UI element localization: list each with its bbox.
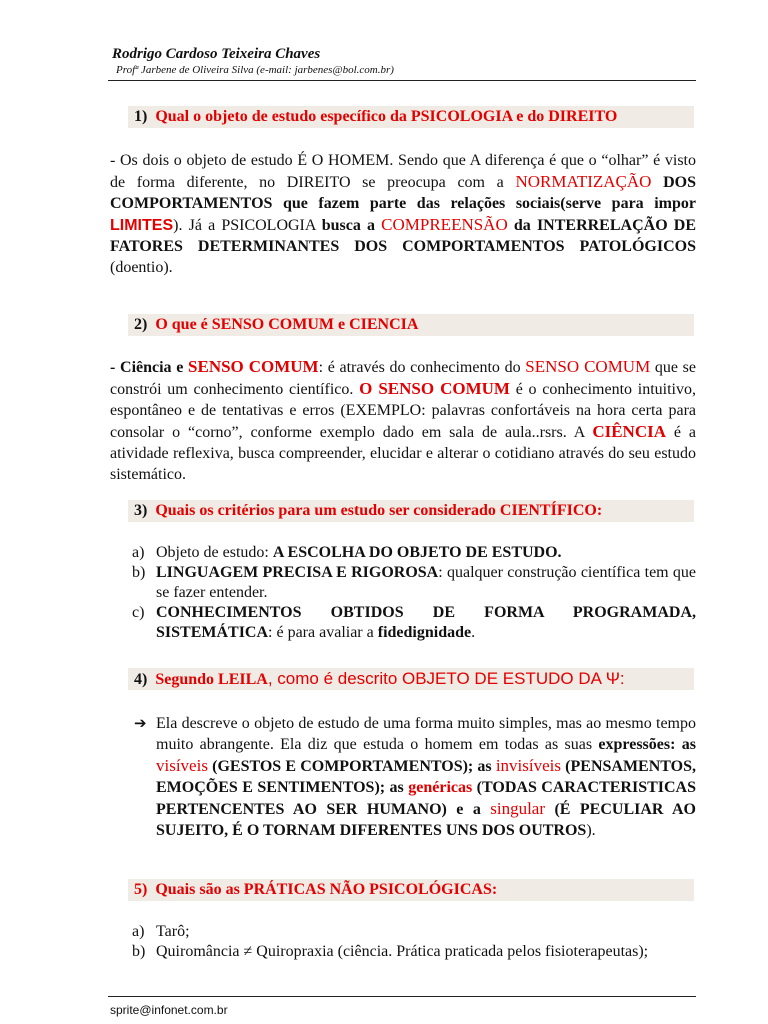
highlight-term: LIMITES — [110, 217, 174, 234]
list-text: Quiromância ≠ Quiropraxia (ciência. Prática praticada pelos fisioterapeutas); — [156, 943, 649, 960]
question-number: 2) — [134, 316, 148, 333]
list-text: Tarô; — [156, 923, 190, 940]
question-5-heading — [134, 879, 497, 901]
answer-text: - Ciência e — [110, 359, 189, 376]
answer-text: (É PECULIAR AO SUJEITO, É O TORNAM DIFERENTES UNS DOS OUTROS — [156, 801, 696, 839]
footer-email: sprite@infonet.com.br — [110, 1003, 228, 1017]
answer-text: ). — [586, 822, 596, 839]
list-label: a) — [132, 923, 145, 940]
list-text: LINGUAGEM PRECISA E RIGOROSA — [156, 564, 439, 581]
list-item — [110, 922, 696, 942]
highlight-term: O SENSO COMUM — [359, 379, 510, 398]
answer-text: (PENSAMENTOS, EMOÇÕES E SENTIMENTOS); as — [156, 758, 697, 796]
highlight-term: NORMATIZAÇÃO — [515, 172, 652, 191]
list-label: c) — [132, 604, 145, 621]
answer-2 — [110, 356, 696, 485]
question-number: 4) — [134, 671, 148, 688]
highlight-term: CIÊNCIA — [592, 422, 666, 441]
header-author: Rodrigo Cardoso Teixeira Chaves — [112, 46, 321, 62]
question-title: Segundo LEILA — [155, 671, 268, 688]
answer-text: Ela descreve o objeto de estudo de uma forma muito simples, mas ao mesmo tempo muito abrangente. Ela diz que estuda o homem em todas as suas — [156, 715, 696, 753]
highlight-term: singular — [490, 799, 546, 818]
criteria-list — [110, 543, 696, 643]
question-title: Qual o objeto de estudo específico da PSICOLOGIA e do DIREITO — [155, 108, 618, 125]
answer-text: DOS COMPORTAMENTOS — [110, 174, 696, 212]
list-label: b) — [132, 564, 146, 581]
answer-text: busca a — [321, 217, 375, 234]
answer-text: que fazem parte das relações sociais(serve para impor — [282, 195, 697, 212]
highlight-term: COMPREENSÃO — [381, 215, 508, 234]
header-divider — [108, 80, 696, 81]
question-number: 3) — [134, 502, 148, 519]
list-item — [110, 563, 696, 603]
answer-text: - Os dois o objeto de estudo É O HOMEM. Sendo que A diferença é que o “olhar” é visto de forma diferente, no DIREITO se preocupa com a — [110, 152, 696, 191]
answer-text: da INTERRELAÇÃO DE FATORES DETERMINANTES DOS COMPORTAMENTOS PATOLÓGICOS — [110, 217, 697, 255]
practices-list — [110, 922, 696, 962]
list-text: . — [471, 624, 476, 641]
list-text: : é para avaliar a — [268, 624, 378, 641]
list-label: a) — [132, 544, 145, 561]
question-title: , como é descrito — [267, 669, 402, 688]
question-title: O que é SENSO COMUM e CIENCIA — [155, 316, 419, 333]
question-3-heading — [134, 500, 602, 522]
list-text: Objeto de estudo: — [156, 544, 273, 561]
highlight-term: visíveis — [156, 756, 208, 775]
list-text: : qualquer construção científica tem que se fazer entender. — [156, 564, 696, 601]
answer-text: expressões — [598, 736, 671, 753]
question-title: OBJETO DE ESTUDO DA Ψ: — [402, 669, 625, 688]
header-professor: Profª Jarbene de Oliveira Silva (e-mail: jarbenes@bol.com.br) — [116, 64, 394, 76]
answer-text: que se constrói um conhecimento científico. — [110, 359, 696, 398]
highlight-term: SENSO COMUM — [188, 357, 319, 376]
question-number: 5) — [134, 881, 148, 898]
question-4-heading — [134, 668, 625, 691]
question-number: 1) — [134, 108, 148, 125]
list-text: A ESCOLHA DO OBJETO DE ESTUDO. — [272, 544, 562, 561]
answer-text: : as — [670, 736, 696, 753]
list-text: CONHECIMENTOS OBTIDOS DE FORMA PROGRAMADA, SISTEMÁTICA — [156, 604, 696, 641]
answer-text: (GESTOS E COMPORTAMENTOS); as — [207, 758, 496, 775]
answer-text: ). Já a PSICOLOGIA — [173, 217, 322, 234]
question-title: Quais são as PRÁTICAS NÃO PSICOLÓGICAS: — [155, 881, 498, 898]
list-text: fidedignidade — [377, 624, 472, 641]
highlight-term: genéricas — [408, 779, 473, 796]
list-item — [110, 942, 696, 962]
answer-text: (doentio). — [110, 259, 173, 276]
list-item — [110, 543, 696, 563]
highlight-term: SENSO COMUM — [525, 357, 651, 376]
list-label: b) — [132, 943, 146, 960]
answer-text: é a atividade reflexiva, busca compreender, elucidar e alterar o cotidiano através do seu estudo sistemático. — [110, 424, 697, 483]
answer-text: : é através do conhecimento do — [318, 359, 526, 376]
arrow-right-icon: ➔ — [134, 714, 147, 732]
answer-text: é o conhecimento intuitivo, espontâneo e de tentativas e erros (EXEMPLO: palavras confortáveis na hora certa para consolar o “corno”, conforme exemplo dado em sala de aula..rsrs. A — [110, 381, 696, 441]
answer-1 — [110, 150, 696, 278]
question-title: Quais os critérios para um estudo ser considerado CIENTÍFICO: — [155, 502, 603, 519]
question-2-heading — [134, 314, 418, 336]
question-1-heading — [134, 106, 617, 128]
answer-4 — [134, 713, 696, 841]
highlight-term: invisíveis — [495, 756, 561, 775]
answer-text: (TODAS CARACTERISTICAS PERTENCENTES AO SER HUMANO) e a — [156, 779, 696, 818]
footer-divider — [108, 996, 696, 997]
list-item — [110, 603, 696, 643]
